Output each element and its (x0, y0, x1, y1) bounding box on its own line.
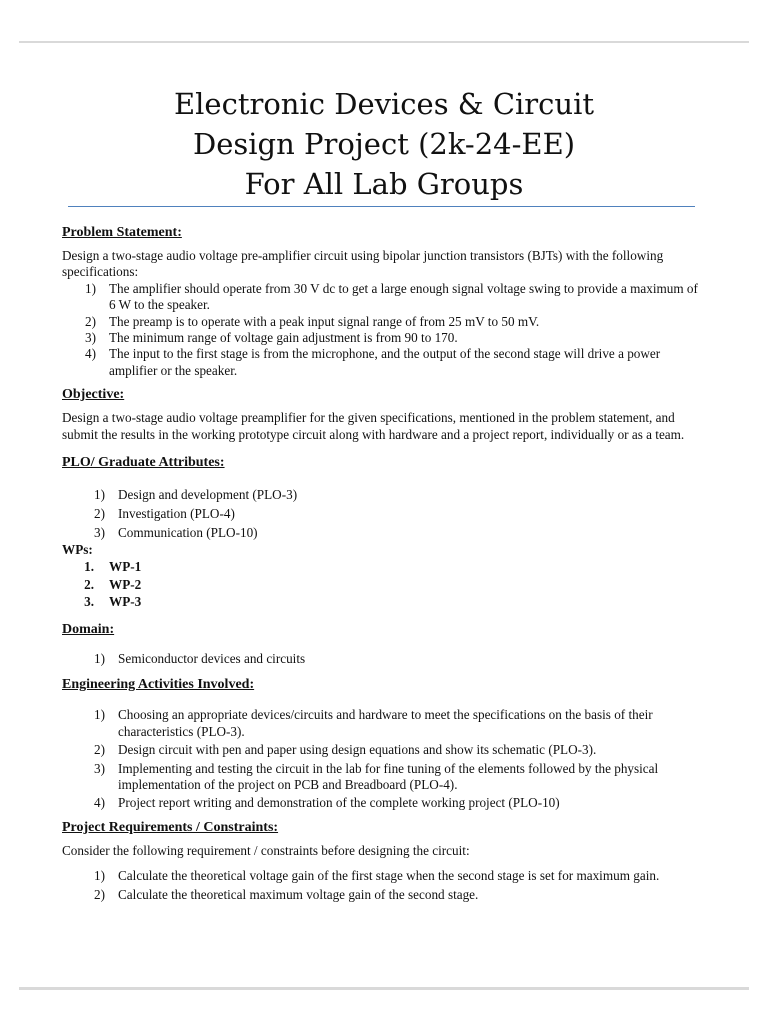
wps-list (62, 558, 702, 611)
list-number: 1) (94, 487, 105, 503)
problem-statement-intro: Design a two-stage audio voltage pre-amplifier circuit using bipolar junction transistors (BJTs) with the following specifications: (62, 248, 664, 280)
list-number: 1) (94, 868, 105, 884)
list-item (62, 707, 702, 740)
title-line-3: For All Lab Groups (244, 167, 524, 201)
list-number: 1) (94, 650, 105, 666)
domain-heading: Domain: (62, 621, 115, 637)
list-number: 1) (85, 280, 96, 296)
problem-statement-section (62, 224, 702, 379)
domain-list (62, 651, 702, 667)
plo-list (62, 485, 702, 542)
list-item (62, 651, 702, 667)
engineering-activities-heading: Engineering Activities Involved: (62, 677, 255, 693)
list-item (62, 314, 702, 330)
list-text: Calculate the theoretical maximum voltage gain of the second stage. (118, 886, 479, 902)
list-item (62, 576, 702, 594)
wps-label: WPs: (62, 542, 93, 558)
list-text: WP-3 (109, 594, 142, 610)
list-number: 2) (85, 313, 96, 329)
objective-text: Design a two-stage audio voltage preamplifier for the given specifications, mentioned in the problem statement, and submit the results in the working prototype circuit along with hardware and a project report, individually or as a team. (62, 410, 685, 442)
list-item (62, 761, 702, 794)
list-item (62, 523, 702, 542)
list-text: Choosing an appropriate devices/circuits and hardware to meet the specifications on the basis of their characteristics (PLO-3). (118, 707, 653, 739)
engineering-activities-section (62, 676, 702, 811)
list-text: Design circuit with pen and paper using design equations and show its schematic (PLO-3). (118, 742, 597, 758)
requirements-heading: Project Requirements / Constraints: (62, 819, 279, 835)
list-number: 1. (84, 559, 94, 575)
objective-heading: Objective: (62, 387, 125, 403)
list-number: 2) (94, 506, 105, 522)
list-text: Investigation (PLO-4) (118, 506, 235, 522)
list-text: WP-2 (109, 576, 142, 592)
list-text: Implementing and testing the circuit in the lab for fine tuning of the elements followed by the physical implementation of the project on PCB and Breadboard (PLO-4). (118, 760, 659, 792)
requirements-section (62, 819, 702, 903)
objective-section (62, 386, 702, 443)
list-number: 2. (84, 576, 94, 592)
list-item (62, 346, 702, 379)
list-text: Design and development (PLO-3) (118, 487, 298, 503)
list-number: 4) (94, 795, 105, 811)
list-text: The input to the first stage is from the microphone, and the output of the second stage will drive a power amplifier or the speaker. (109, 346, 661, 378)
list-item (62, 795, 702, 811)
page-bottom-divider (19, 987, 749, 990)
list-number: 2) (94, 886, 105, 902)
list-text: Communication (PLO-10) (118, 525, 258, 541)
list-item (62, 742, 702, 758)
title-line-2: Design Project (2k-24-EE) (192, 127, 576, 161)
list-text: Project report writing and demonstration of the complete working project (PLO-10) (118, 795, 560, 811)
list-number: 2) (94, 742, 105, 758)
title-line-1: Electronic Devices & Circuit (173, 87, 595, 121)
problem-statement-heading: Problem Statement: (62, 225, 182, 240)
list-item (62, 281, 702, 314)
engineering-activities-list (62, 707, 702, 811)
list-number: 3) (94, 760, 105, 776)
list-number: 3. (84, 594, 94, 610)
plo-heading: PLO/ Graduate Attributes: (62, 455, 225, 471)
list-number: 4) (85, 346, 96, 362)
list-text: Calculate the theoretical voltage gain of the first stage when the second stage is set for maximum gain. (118, 868, 660, 884)
list-text: The preamp is to operate with a peak input signal range of from 25 mV to 50 mV. (109, 313, 540, 329)
list-item (62, 593, 702, 611)
list-item (62, 887, 702, 903)
plo-section (62, 454, 702, 542)
list-number: 1) (94, 707, 105, 723)
domain-section (62, 621, 702, 667)
wps-section (62, 542, 702, 611)
document-body (62, 224, 702, 903)
document-title (0, 84, 768, 204)
page-top-divider (19, 41, 749, 43)
list-text: Semiconductor devices and circuits (118, 650, 306, 666)
list-text: The amplifier should operate from 30 V dc to get a large enough signal voltage swing to provide a maximum of 6 W to the speaker. (109, 280, 698, 313)
list-item (62, 485, 702, 504)
requirements-list (62, 868, 702, 903)
title-underline (68, 206, 695, 207)
list-item (62, 868, 702, 884)
requirements-intro: Consider the following requirement / constraints before designing the circuit: (62, 842, 470, 858)
list-item (62, 504, 702, 523)
list-item (62, 330, 702, 346)
list-number: 3) (94, 525, 105, 541)
list-number: 3) (85, 330, 96, 346)
specifications-list (62, 281, 702, 379)
list-text: The minimum range of voltage gain adjustment is from 90 to 170. (109, 330, 458, 346)
list-item (62, 558, 702, 576)
list-text: WP-1 (109, 559, 142, 575)
